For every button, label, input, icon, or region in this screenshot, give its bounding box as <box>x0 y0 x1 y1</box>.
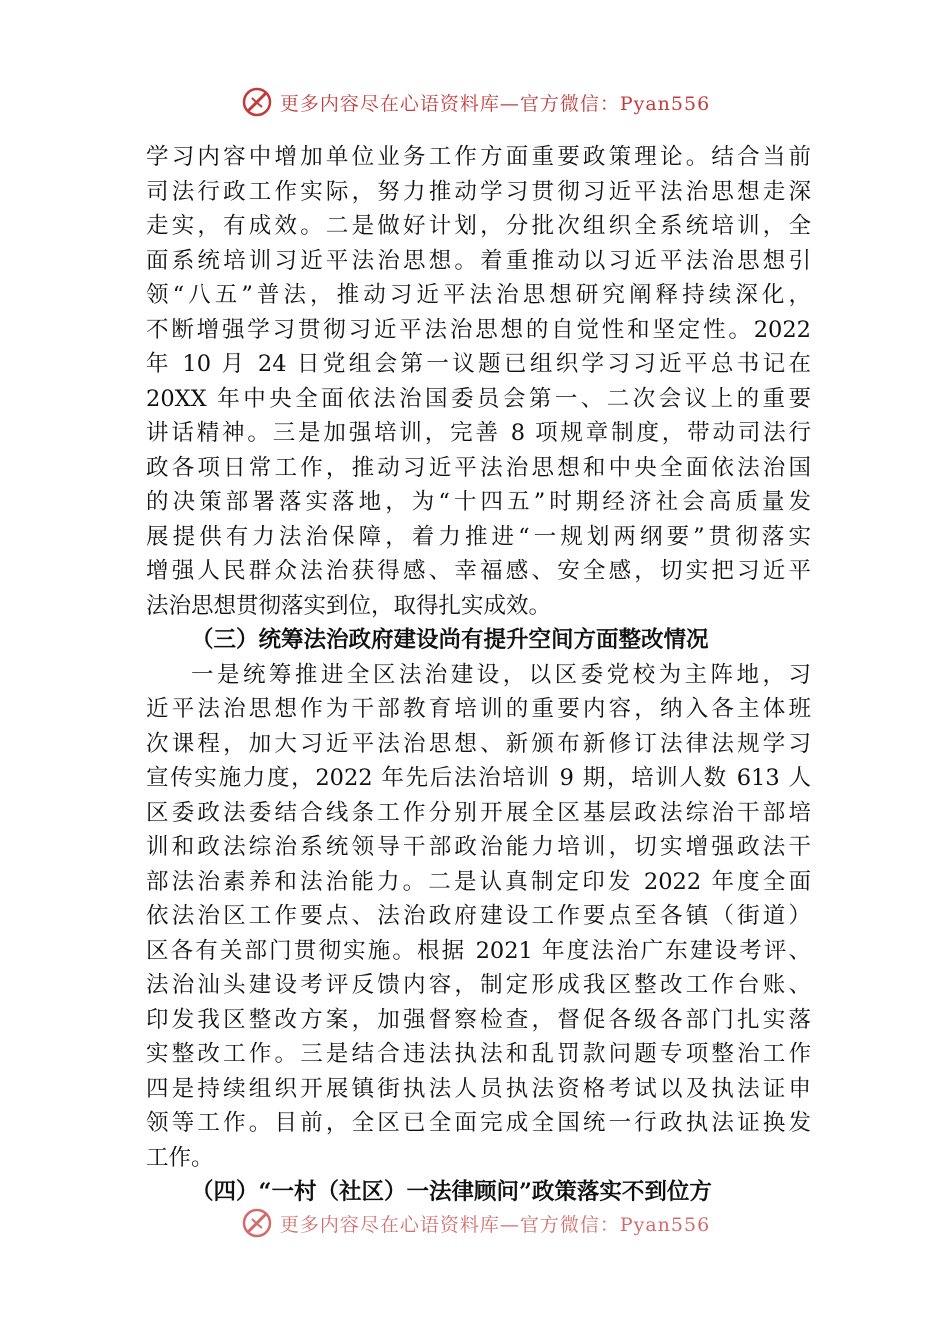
document-body <box>146 140 811 1210</box>
paragraph-line: 面系统培训习近平法治思想。着重推动以习近平法治思想引 <box>146 247 811 274</box>
paragraph-line: 依法治区工作要点、法治政府建设工作要点至各镇（街道） <box>146 903 811 929</box>
paragraph-line: 讲话精神。三是加强培训，完善 8 项规章制度，带动司法行 <box>146 420 811 446</box>
paragraph-line: 展提供有力法治保障，着力推进“一规划两纲要”贯彻落实 <box>146 523 811 550</box>
watermark-text: 更多内容尽在心语资料库—官方微信：Pyan556 <box>279 92 711 115</box>
paragraph-line: 四是持续组织开展镇街执法人员执法资格考试以及执法证申 <box>146 1075 811 1102</box>
paragraph-line: 增强人民群众法治获得感、幸福感、安全感，切实把习近平 <box>146 558 811 584</box>
brand-logo-icon <box>240 85 274 119</box>
paragraph-line: 实整改工作。三是结合违法执法和乱罚款问题专项整治工作 <box>146 1041 811 1067</box>
paragraph-line: 法治思想贯彻落实到位，取得扎实成效。 <box>146 592 552 619</box>
paragraph-line: 印发我区整改方案，加强督察检查，督促各级各部门扎实落 <box>146 1006 811 1033</box>
watermark-footer <box>0 1203 950 1243</box>
paragraph-line: 部法治素养和法治能力。二是认真制定印发 2022 年度全面 <box>146 868 811 895</box>
paragraph-line: 领“八五”普法，推动习近平法治思想研究阐释持续深化， <box>146 282 811 308</box>
paragraph-line: 区各有关部门贯彻实施。根据 2021 年度法治广东建设考评、 <box>146 937 811 964</box>
watermark-header <box>0 82 950 122</box>
watermark-text: 更多内容尽在心语资料库—官方微信：Pyan556 <box>279 1213 711 1236</box>
paragraph-line: 领等工作。目前，全区已全面完成全国统一行政执法证换发 <box>146 1110 811 1136</box>
section-heading: （三）统筹法治政府建设尚有提升空间方面整改情况 <box>191 627 709 653</box>
paragraph-line: 走实，有成效。二是做好计划，分批次组织全系统培训，全 <box>146 213 811 239</box>
paragraph-line: 20XX 年中央全面依法治国委员会第一、二次会议上的重要 <box>146 385 811 412</box>
paragraph-line: 不断增强学习贯彻习近平法治思想的自觉性和坚定性。2022 <box>146 316 811 343</box>
paragraph-line: 一是统筹推进全区法治建设，以区委党校为主阵地，习 <box>191 661 811 688</box>
paragraph-line: 次课程，加大习近平法治思想、新颁布新修订法律法规学习 <box>146 730 811 757</box>
paragraph-line: 训和政法综治系统领导干部政治能力培训，切实增强政法干 <box>146 834 811 860</box>
brand-logo-icon <box>240 1206 274 1240</box>
paragraph-line: 政各项日常工作，推动习近平法治思想和中央全面依法治国 <box>146 454 811 481</box>
paragraph-line: 司法行政工作实际，努力推动学习贯彻习近平法治思想走深 <box>146 178 811 205</box>
paragraph-line: 工作。 <box>146 1144 214 1171</box>
paragraph-line: 宣传实施力度，2022 年先后法治培训 9 期，培训人数 613 人 <box>146 765 811 791</box>
paragraph-line: 年 10 月 24 日党组会第一议题已组织学习习近平总书记在 <box>146 351 811 377</box>
paragraph-line: 法治汕头建设考评反馈内容，制定形成我区整改工作台账、 <box>146 972 811 998</box>
paragraph-line: 区委政法委结合线条工作分别开展全区基层政法综治干部培 <box>146 799 811 826</box>
paragraph-line: 的决策部署落实落地，为“十四五”时期经济社会高质量发 <box>146 489 811 515</box>
paragraph-line: 学习内容中增加单位业务工作方面重要政策理论。结合当前 <box>146 144 811 170</box>
paragraph-line: 近平法治思想作为干部教育培训的重要内容，纳入各主体班 <box>146 696 811 722</box>
section-heading: （四）“一村（社区）一法律顾问”政策落实不到位方 <box>191 1179 712 1205</box>
